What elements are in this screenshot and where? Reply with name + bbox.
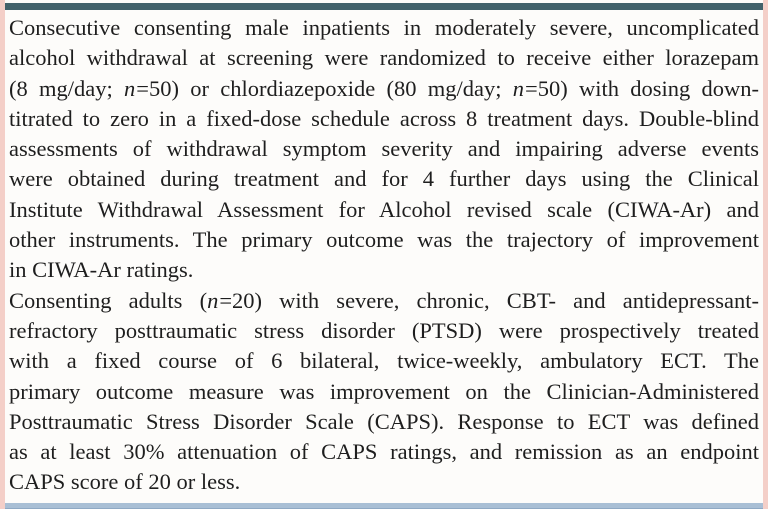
text-line: primary outcome measure was improvement on the Clinician-Administered xyxy=(9,378,759,404)
text-line: CAPS score of 20 or less. xyxy=(9,469,241,495)
text-line: alcohol withdrawal at screening were randomized to receive either lorazepam xyxy=(9,45,759,71)
text-line: refractory posttraumatic stress disorder (PTSD) were prospectively treated xyxy=(9,317,759,343)
top-strip xyxy=(5,0,763,10)
text-line: Consecutive consenting male inpatients in moderately severe, uncomplicated xyxy=(9,15,759,40)
text-line: Consenting adults (n=20) with severe, chronic, CBT- and antidepressant- xyxy=(9,287,759,313)
text-line: titrated to zero in a fixed-dose schedule across 8 treatment days. Double-blind xyxy=(9,105,759,131)
paragraph xyxy=(9,13,759,286)
text-line: other instruments. The primary outcome was the trajectory of improvement xyxy=(9,227,759,253)
text-line: (8 mg/day; n=50) or chlordiazepoxide (80 mg/day; n=50) with dosing down- xyxy=(9,75,759,101)
bottom-border-bar xyxy=(5,503,763,509)
top-border-bar xyxy=(5,3,763,10)
text-line: in CIWA-Ar ratings. xyxy=(9,257,194,283)
text-content xyxy=(5,10,763,503)
paragraph xyxy=(9,286,759,498)
text-line: as at least 30% attenuation of CAPS ratings, and remission as an endpoint xyxy=(9,439,759,465)
text-line: were obtained during treatment and for 4 further days using the Clinical xyxy=(9,166,759,192)
text-line: Institute Withdrawal Assessment for Alcohol revised scale (CIWA-Ar) and xyxy=(9,196,759,222)
text-line: assessments of withdrawal symptom severity and impairing adverse events xyxy=(9,136,759,162)
text-line: Posttraumatic Stress Disorder Scale (CAPS). Response to ECT was defined xyxy=(9,408,759,434)
text-line: with a fixed course of 6 bilateral, twice-weekly, ambulatory ECT. The xyxy=(9,348,759,374)
